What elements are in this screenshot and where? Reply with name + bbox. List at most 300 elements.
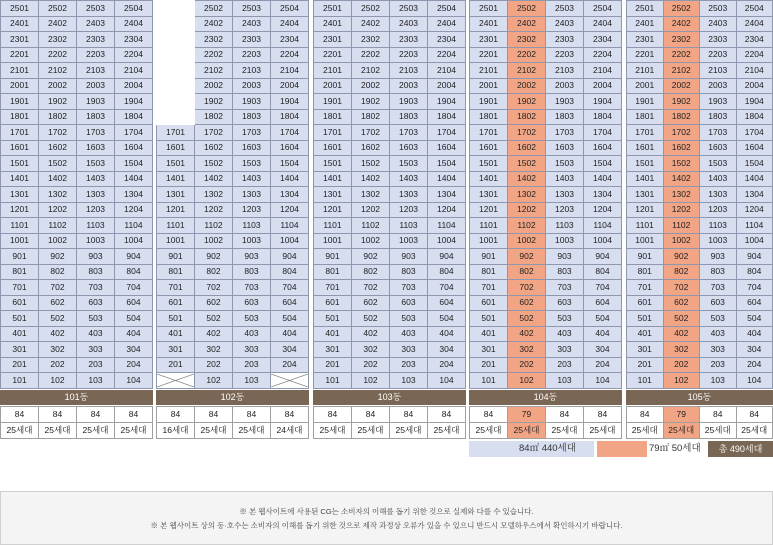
unit-cell[interactable]: 404: [428, 326, 466, 342]
unit-cell[interactable]: 2401: [470, 16, 508, 32]
unit-cell[interactable]: 2303: [233, 32, 271, 48]
unit-cell[interactable]: 1103: [390, 218, 428, 234]
unit-cell[interactable]: 204: [428, 357, 466, 373]
unit-cell[interactable]: 2504: [115, 1, 153, 17]
unit-cell[interactable]: 2102: [663, 63, 700, 79]
unit-cell[interactable]: 2304: [271, 32, 309, 48]
unit-cell[interactable]: 601: [470, 295, 508, 311]
unit-cell[interactable]: 2201: [470, 47, 508, 63]
unit-cell[interactable]: 202: [39, 357, 77, 373]
unit-cell[interactable]: 203: [700, 357, 737, 373]
unit-cell[interactable]: 1904: [584, 94, 622, 110]
unit-cell[interactable]: 201: [1, 357, 39, 373]
unit-cell[interactable]: 2002: [663, 78, 700, 94]
unit-cell[interactable]: 1203: [233, 202, 271, 218]
unit-cell[interactable]: 1803: [546, 109, 584, 125]
unit-cell[interactable]: 1902: [195, 94, 233, 110]
unit-cell[interactable]: 1603: [233, 140, 271, 156]
unit-cell[interactable]: 1304: [115, 187, 153, 203]
unit-cell[interactable]: 303: [700, 342, 737, 358]
unit-cell[interactable]: 2101: [314, 63, 352, 79]
unit-cell[interactable]: 1302: [508, 187, 546, 203]
unit-cell[interactable]: 2402: [663, 16, 700, 32]
unit-cell[interactable]: 804: [115, 264, 153, 280]
unit-cell[interactable]: 2101: [627, 63, 664, 79]
unit-cell[interactable]: 303: [546, 342, 584, 358]
unit-cell[interactable]: 1902: [39, 94, 77, 110]
unit-cell[interactable]: 2301: [627, 32, 664, 48]
unit-cell[interactable]: 503: [77, 311, 115, 327]
unit-cell[interactable]: 904: [115, 249, 153, 265]
unit-cell[interactable]: 802: [39, 264, 77, 280]
unit-cell[interactable]: 404: [584, 326, 622, 342]
unit-cell[interactable]: 1604: [584, 140, 622, 156]
unit-cell[interactable]: 904: [736, 249, 773, 265]
unit-cell[interactable]: 1403: [546, 171, 584, 187]
unit-cell[interactable]: 1302: [39, 187, 77, 203]
unit-cell[interactable]: 2002: [352, 78, 390, 94]
unit-cell[interactable]: 302: [508, 342, 546, 358]
unit-cell[interactable]: 1103: [233, 218, 271, 234]
unit-cell[interactable]: 2003: [700, 78, 737, 94]
unit-cell[interactable]: 1202: [508, 202, 546, 218]
unit-cell[interactable]: 2501: [1, 1, 39, 17]
unit-cell[interactable]: 602: [508, 295, 546, 311]
unit-cell[interactable]: 104: [115, 373, 153, 389]
unit-cell[interactable]: 1503: [390, 156, 428, 172]
unit-cell[interactable]: 603: [77, 295, 115, 311]
unit-cell[interactable]: 1703: [546, 125, 584, 141]
unit-cell[interactable]: 102: [39, 373, 77, 389]
unit-cell[interactable]: 1303: [546, 187, 584, 203]
unit-cell[interactable]: 1504: [584, 156, 622, 172]
unit-cell[interactable]: 504: [736, 311, 773, 327]
unit-cell[interactable]: 303: [233, 342, 271, 358]
unit-cell[interactable]: 602: [39, 295, 77, 311]
unit-cell[interactable]: 404: [115, 326, 153, 342]
unit-cell[interactable]: 2002: [39, 78, 77, 94]
unit-cell[interactable]: 1202: [663, 202, 700, 218]
unit-cell[interactable]: 2104: [115, 63, 153, 79]
unit-cell[interactable]: 202: [195, 357, 233, 373]
unit-cell[interactable]: 1702: [663, 125, 700, 141]
unit-cell[interactable]: 1402: [39, 171, 77, 187]
unit-cell[interactable]: 802: [195, 264, 233, 280]
unit-cell[interactable]: 1704: [736, 125, 773, 141]
unit-cell[interactable]: 503: [700, 311, 737, 327]
unit-cell[interactable]: 2401: [627, 16, 664, 32]
unit-cell[interactable]: 2304: [115, 32, 153, 48]
unit-cell[interactable]: 1802: [352, 109, 390, 125]
unit-cell[interactable]: 1001: [157, 233, 195, 249]
unit-cell[interactable]: 103: [700, 373, 737, 389]
unit-cell[interactable]: 1801: [470, 109, 508, 125]
unit-cell[interactable]: 1703: [390, 125, 428, 141]
unit-cell[interactable]: 1101: [627, 218, 664, 234]
unit-cell[interactable]: 1902: [663, 94, 700, 110]
unit-cell[interactable]: 903: [546, 249, 584, 265]
unit-cell[interactable]: 1804: [584, 109, 622, 125]
unit-cell[interactable]: 603: [546, 295, 584, 311]
unit-cell[interactable]: 703: [77, 280, 115, 296]
unit-cell[interactable]: 804: [271, 264, 309, 280]
unit-cell[interactable]: 102: [195, 373, 233, 389]
unit-cell[interactable]: 704: [115, 280, 153, 296]
unit-cell[interactable]: 704: [584, 280, 622, 296]
unit-cell[interactable]: 2103: [700, 63, 737, 79]
unit-cell[interactable]: 803: [77, 264, 115, 280]
unit-cell[interactable]: 2302: [508, 32, 546, 48]
unit-cell[interactable]: 1303: [77, 187, 115, 203]
unit-cell[interactable]: 1902: [352, 94, 390, 110]
unit-cell[interactable]: 602: [352, 295, 390, 311]
unit-cell[interactable]: 2404: [584, 16, 622, 32]
unit-cell[interactable]: 1701: [314, 125, 352, 141]
unit-cell[interactable]: 404: [271, 326, 309, 342]
unit-cell[interactable]: 702: [195, 280, 233, 296]
unit-cell[interactable]: 1501: [314, 156, 352, 172]
unit-cell[interactable]: 503: [546, 311, 584, 327]
unit-cell[interactable]: 1903: [546, 94, 584, 110]
unit-cell[interactable]: 1803: [700, 109, 737, 125]
unit-cell[interactable]: 2503: [77, 1, 115, 17]
unit-cell[interactable]: 1703: [77, 125, 115, 141]
unit-cell[interactable]: 704: [736, 280, 773, 296]
unit-cell[interactable]: 1202: [39, 202, 77, 218]
unit-cell[interactable]: 2202: [663, 47, 700, 63]
unit-cell[interactable]: 803: [546, 264, 584, 280]
unit-cell[interactable]: 2402: [352, 16, 390, 32]
unit-cell[interactable]: 304: [428, 342, 466, 358]
unit-cell[interactable]: 2503: [546, 1, 584, 17]
unit-cell[interactable]: 502: [39, 311, 77, 327]
unit-cell[interactable]: 501: [1, 311, 39, 327]
unit-cell[interactable]: 601: [314, 295, 352, 311]
unit-cell[interactable]: 1002: [39, 233, 77, 249]
unit-cell[interactable]: 503: [233, 311, 271, 327]
unit-cell[interactable]: 802: [508, 264, 546, 280]
unit-cell[interactable]: 604: [115, 295, 153, 311]
unit-cell[interactable]: 803: [390, 264, 428, 280]
unit-cell[interactable]: 301: [314, 342, 352, 358]
unit-cell[interactable]: 1503: [700, 156, 737, 172]
unit-cell[interactable]: 2001: [470, 78, 508, 94]
unit-cell[interactable]: 2102: [39, 63, 77, 79]
unit-cell[interactable]: 1903: [77, 94, 115, 110]
unit-cell[interactable]: 1203: [700, 202, 737, 218]
unit-cell[interactable]: 1702: [39, 125, 77, 141]
unit-cell[interactable]: 902: [663, 249, 700, 265]
unit-cell[interactable]: 1604: [271, 140, 309, 156]
unit-cell[interactable]: 1802: [195, 109, 233, 125]
unit-cell[interactable]: 1002: [352, 233, 390, 249]
unit-cell[interactable]: 1701: [470, 125, 508, 141]
unit-cell[interactable]: 1901: [1, 94, 39, 110]
unit-cell[interactable]: 2104: [428, 63, 466, 79]
unit-cell[interactable]: 2501: [470, 1, 508, 17]
unit-cell[interactable]: 102: [508, 373, 546, 389]
unit-cell[interactable]: 2202: [195, 47, 233, 63]
unit-cell[interactable]: 103: [233, 373, 271, 389]
unit-cell[interactable]: 1204: [271, 202, 309, 218]
unit-cell[interactable]: 2004: [428, 78, 466, 94]
unit-cell[interactable]: 2103: [390, 63, 428, 79]
unit-cell[interactable]: 403: [390, 326, 428, 342]
unit-cell[interactable]: 1901: [627, 94, 664, 110]
unit-cell[interactable]: 401: [314, 326, 352, 342]
unit-cell[interactable]: 603: [390, 295, 428, 311]
unit-cell[interactable]: 1601: [627, 140, 664, 156]
unit-cell[interactable]: 1102: [508, 218, 546, 234]
unit-cell[interactable]: 304: [736, 342, 773, 358]
unit-cell[interactable]: 1202: [352, 202, 390, 218]
unit-cell[interactable]: 1003: [390, 233, 428, 249]
unit-cell[interactable]: 2204: [428, 47, 466, 63]
unit-cell[interactable]: 302: [39, 342, 77, 358]
unit-cell[interactable]: 402: [663, 326, 700, 342]
unit-cell[interactable]: 1502: [663, 156, 700, 172]
unit-cell[interactable]: 2102: [508, 63, 546, 79]
unit-cell[interactable]: 2404: [428, 16, 466, 32]
unit-cell[interactable]: 1301: [314, 187, 352, 203]
unit-cell[interactable]: 1104: [428, 218, 466, 234]
unit-cell[interactable]: 2004: [736, 78, 773, 94]
unit-cell[interactable]: 304: [584, 342, 622, 358]
unit-cell[interactable]: 204: [271, 357, 309, 373]
unit-cell[interactable]: 1904: [115, 94, 153, 110]
unit-cell[interactable]: 1704: [584, 125, 622, 141]
unit-cell[interactable]: 102: [352, 373, 390, 389]
unit-cell[interactable]: 2104: [584, 63, 622, 79]
unit-cell[interactable]: 1404: [736, 171, 773, 187]
unit-cell[interactable]: 802: [352, 264, 390, 280]
unit-cell[interactable]: 2502: [195, 1, 233, 17]
unit-cell[interactable]: 1402: [663, 171, 700, 187]
unit-cell[interactable]: 1502: [39, 156, 77, 172]
unit-cell[interactable]: 101: [470, 373, 508, 389]
unit-cell[interactable]: 1803: [390, 109, 428, 125]
unit-cell[interactable]: 1703: [700, 125, 737, 141]
unit-cell[interactable]: 704: [428, 280, 466, 296]
unit-cell[interactable]: 2504: [271, 1, 309, 17]
unit-cell[interactable]: 1701: [627, 125, 664, 141]
unit-cell[interactable]: 101: [1, 373, 39, 389]
unit-cell[interactable]: 1804: [428, 109, 466, 125]
unit-cell[interactable]: 601: [1, 295, 39, 311]
unit-cell[interactable]: 604: [584, 295, 622, 311]
unit-cell[interactable]: 2302: [39, 32, 77, 48]
unit-cell[interactable]: 1103: [700, 218, 737, 234]
unit-cell[interactable]: 1703: [233, 125, 271, 141]
unit-cell[interactable]: 902: [39, 249, 77, 265]
unit-cell[interactable]: 1704: [428, 125, 466, 141]
unit-cell[interactable]: 2501: [627, 1, 664, 17]
unit-cell[interactable]: 2203: [700, 47, 737, 63]
unit-cell[interactable]: 2103: [546, 63, 584, 79]
unit-cell[interactable]: 302: [195, 342, 233, 358]
unit-cell[interactable]: 2203: [546, 47, 584, 63]
unit-cell[interactable]: 2002: [195, 78, 233, 94]
unit-cell[interactable]: 2003: [77, 78, 115, 94]
unit-cell[interactable]: 901: [627, 249, 664, 265]
unit-cell[interactable]: 901: [314, 249, 352, 265]
unit-cell[interactable]: 202: [663, 357, 700, 373]
unit-cell[interactable]: 203: [390, 357, 428, 373]
unit-cell[interactable]: 2502: [352, 1, 390, 17]
unit-cell[interactable]: 601: [627, 295, 664, 311]
unit-cell[interactable]: 1701: [1, 125, 39, 141]
unit-cell[interactable]: 903: [233, 249, 271, 265]
unit-cell[interactable]: 2104: [271, 63, 309, 79]
unit-cell[interactable]: 403: [546, 326, 584, 342]
unit-cell[interactable]: 1302: [352, 187, 390, 203]
unit-cell[interactable]: 403: [77, 326, 115, 342]
unit-cell[interactable]: 302: [663, 342, 700, 358]
unit-cell[interactable]: 1102: [663, 218, 700, 234]
unit-cell[interactable]: 1601: [470, 140, 508, 156]
unit-cell[interactable]: 401: [470, 326, 508, 342]
unit-cell[interactable]: 704: [271, 280, 309, 296]
unit-cell[interactable]: 604: [428, 295, 466, 311]
unit-cell[interactable]: 2304: [428, 32, 466, 48]
unit-cell[interactable]: 1402: [508, 171, 546, 187]
unit-cell[interactable]: 2502: [663, 1, 700, 17]
unit-cell[interactable]: 1404: [428, 171, 466, 187]
unit-cell[interactable]: 804: [584, 264, 622, 280]
unit-cell[interactable]: 502: [663, 311, 700, 327]
unit-cell[interactable]: 1502: [195, 156, 233, 172]
unit-cell[interactable]: 1304: [584, 187, 622, 203]
unit-cell[interactable]: 2403: [390, 16, 428, 32]
unit-cell[interactable]: 1104: [736, 218, 773, 234]
unit-cell[interactable]: 2302: [195, 32, 233, 48]
unit-cell[interactable]: 202: [508, 357, 546, 373]
unit-cell[interactable]: 1901: [470, 94, 508, 110]
unit-cell[interactable]: 2101: [470, 63, 508, 79]
unit-cell[interactable]: 1404: [271, 171, 309, 187]
unit-cell[interactable]: 1503: [233, 156, 271, 172]
unit-cell[interactable]: 2503: [700, 1, 737, 17]
unit-cell[interactable]: 502: [195, 311, 233, 327]
unit-cell[interactable]: 504: [115, 311, 153, 327]
unit-cell[interactable]: 1501: [627, 156, 664, 172]
unit-cell[interactable]: 2204: [584, 47, 622, 63]
unit-cell[interactable]: 1301: [627, 187, 664, 203]
unit-cell[interactable]: 1303: [233, 187, 271, 203]
unit-cell[interactable]: 1401: [157, 171, 195, 187]
unit-cell[interactable]: 204: [584, 357, 622, 373]
unit-cell[interactable]: 2201: [1, 47, 39, 63]
unit-cell[interactable]: 1204: [428, 202, 466, 218]
unit-cell[interactable]: 1801: [314, 109, 352, 125]
unit-cell[interactable]: 1504: [115, 156, 153, 172]
unit-cell[interactable]: 303: [390, 342, 428, 358]
unit-cell[interactable]: 1804: [115, 109, 153, 125]
unit-cell[interactable]: 2003: [233, 78, 271, 94]
unit-cell[interactable]: 1203: [546, 202, 584, 218]
unit-cell[interactable]: 801: [1, 264, 39, 280]
unit-cell[interactable]: 1604: [115, 140, 153, 156]
unit-cell[interactable]: 202: [352, 357, 390, 373]
unit-cell[interactable]: 702: [508, 280, 546, 296]
unit-cell[interactable]: 401: [157, 326, 195, 342]
unit-cell[interactable]: 1001: [627, 233, 664, 249]
unit-cell[interactable]: 1901: [314, 94, 352, 110]
unit-cell[interactable]: 402: [39, 326, 77, 342]
unit-cell[interactable]: 1702: [508, 125, 546, 141]
unit-cell[interactable]: 301: [627, 342, 664, 358]
unit-cell[interactable]: 2501: [314, 1, 352, 17]
unit-cell[interactable]: 2403: [77, 16, 115, 32]
unit-cell[interactable]: 1603: [700, 140, 737, 156]
unit-cell[interactable]: 1503: [546, 156, 584, 172]
unit-cell[interactable]: 901: [157, 249, 195, 265]
unit-cell[interactable]: 2202: [352, 47, 390, 63]
unit-cell[interactable]: 1801: [627, 109, 664, 125]
unit-cell[interactable]: 1304: [271, 187, 309, 203]
unit-cell[interactable]: 503: [390, 311, 428, 327]
unit-cell[interactable]: 2001: [314, 78, 352, 94]
unit-cell[interactable]: 2502: [508, 1, 546, 17]
unit-cell[interactable]: 1603: [390, 140, 428, 156]
unit-cell[interactable]: 1203: [390, 202, 428, 218]
unit-cell[interactable]: 1903: [700, 94, 737, 110]
unit-cell[interactable]: 1004: [271, 233, 309, 249]
unit-cell[interactable]: 1802: [508, 109, 546, 125]
unit-cell[interactable]: 2204: [736, 47, 773, 63]
unit-cell[interactable]: 1903: [390, 94, 428, 110]
unit-cell[interactable]: 1501: [157, 156, 195, 172]
unit-cell[interactable]: 1101: [1, 218, 39, 234]
unit-cell[interactable]: 1402: [195, 171, 233, 187]
unit-cell[interactable]: 1002: [663, 233, 700, 249]
unit-cell[interactable]: 2504: [584, 1, 622, 17]
unit-cell[interactable]: 1101: [314, 218, 352, 234]
unit-cell[interactable]: 504: [584, 311, 622, 327]
unit-cell[interactable]: 2103: [233, 63, 271, 79]
unit-cell[interactable]: 2101: [1, 63, 39, 79]
unit-cell[interactable]: 1504: [736, 156, 773, 172]
unit-cell[interactable]: 1904: [271, 94, 309, 110]
unit-cell[interactable]: 1804: [271, 109, 309, 125]
unit-cell[interactable]: 2103: [77, 63, 115, 79]
unit-cell[interactable]: 1101: [157, 218, 195, 234]
unit-cell[interactable]: 2401: [1, 16, 39, 32]
unit-cell[interactable]: 601: [157, 295, 195, 311]
unit-cell[interactable]: 1504: [271, 156, 309, 172]
unit-cell[interactable]: 1204: [584, 202, 622, 218]
unit-cell[interactable]: 2301: [470, 32, 508, 48]
unit-cell[interactable]: 702: [663, 280, 700, 296]
unit-cell[interactable]: 2203: [390, 47, 428, 63]
unit-cell[interactable]: 2302: [663, 32, 700, 48]
unit-cell[interactable]: 401: [1, 326, 39, 342]
unit-cell[interactable]: 1003: [233, 233, 271, 249]
unit-cell[interactable]: 903: [700, 249, 737, 265]
unit-cell[interactable]: 1304: [428, 187, 466, 203]
unit-cell[interactable]: 703: [700, 280, 737, 296]
unit-cell[interactable]: 901: [470, 249, 508, 265]
unit-cell[interactable]: 104: [736, 373, 773, 389]
unit-cell[interactable]: 702: [39, 280, 77, 296]
unit-cell[interactable]: 2001: [627, 78, 664, 94]
unit-cell[interactable]: 2003: [546, 78, 584, 94]
unit-cell[interactable]: 1301: [470, 187, 508, 203]
unit-cell[interactable]: 701: [627, 280, 664, 296]
unit-cell[interactable]: 902: [508, 249, 546, 265]
unit-cell[interactable]: 1401: [627, 171, 664, 187]
unit-cell[interactable]: 904: [584, 249, 622, 265]
